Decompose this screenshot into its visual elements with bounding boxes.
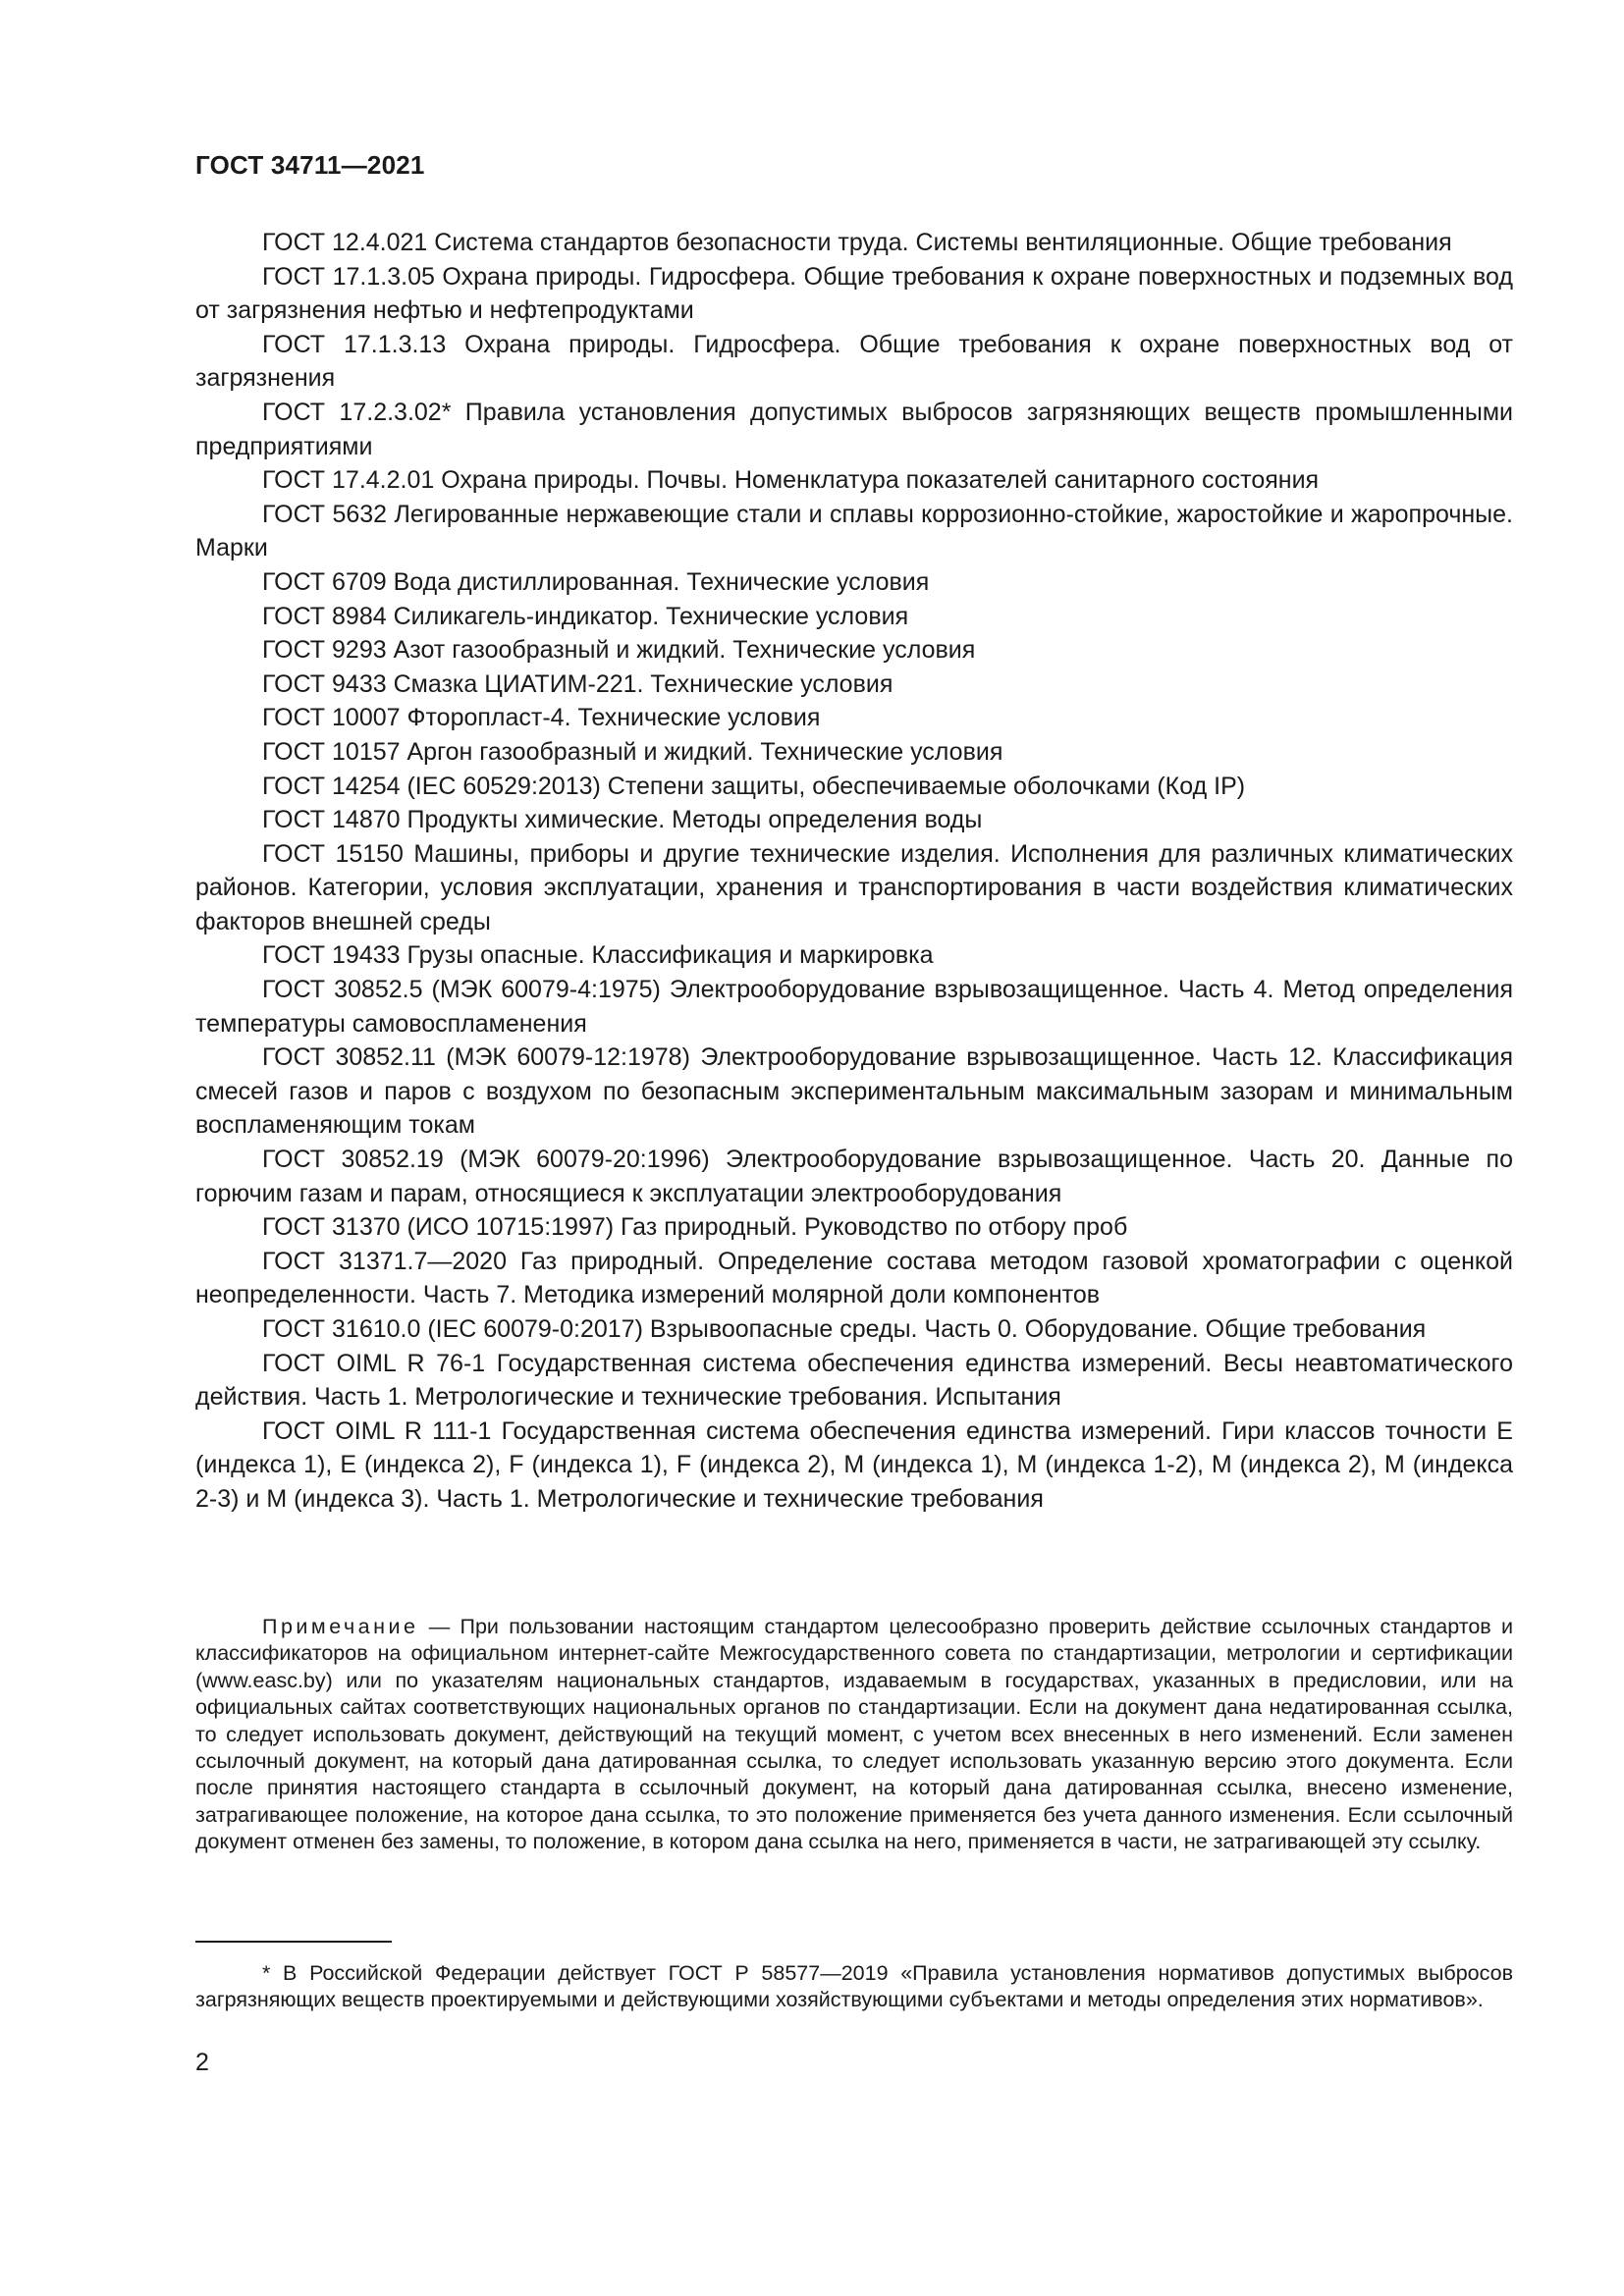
reference-item: ГОСТ 19433 Грузы опасные. Классификация и маркировка	[262, 941, 934, 970]
reference-item: ГОСТ 30852.5 (МЭК 60079-4:1975) Электрооборудование взрывозащищенное. Часть 4. Метод определения температуры самовоспламенения	[195, 976, 1513, 1038]
reference-item: ГОСТ 30852.19 (МЭК 60079-20:1996) Электрооборудование взрывозащищенное. Часть 20. Данные по горючим газам и парам, относящиеся к эксплуатации электрооборудования	[195, 1146, 1513, 1207]
note-label: Примечание	[262, 1615, 419, 1638]
reference-item: ГОСТ 10157 Аргон газообразный и жидкий. Технические условия	[262, 737, 1003, 766]
reference-item: ГОСТ 14254 (IEC 60529:2013) Степени защиты, обеспечиваемые оболочками (Код IP)	[262, 772, 1246, 800]
note-block	[195, 1614, 1513, 1856]
reference-item: ГОСТ 9433 Смазка ЦИАТИМ-221. Технические условия	[262, 669, 893, 698]
reference-item: ГОСТ OIML R 76-1 Государственная система обеспечения единства измерений. Весы неавтоматического действия. Часть 1. Метрологические и технические требования. Испытания	[195, 1349, 1513, 1412]
page-number: 2	[195, 2049, 209, 2076]
reference-item: ГОСТ 31370 (ИСО 10715:1997) Газ природный. Руководство по отбору проб	[262, 1213, 1128, 1242]
page-header-standard-number: ГОСТ 34711—2021	[195, 150, 425, 180]
reference-item: ГОСТ 8984 Силикагель-индикатор. Технические условия	[262, 602, 909, 630]
reference-item: ГОСТ OIML R 111-1 Государственная система обеспечения единства измерений. Гири классов точности E (индекса 1), E (индекса 2), F (индекса 1), F (индекса 2), M (индекса 1), M (индекса 1-2), M (индекса 2), M (индекса 2-3) и M (индекса 3). Часть 1. Метрологические и технические требования	[195, 1416, 1513, 1513]
normative-references-list	[195, 226, 1513, 1517]
note-paragraph	[195, 1614, 1513, 1856]
reference-item: ГОСТ 17.4.2.01 Охрана природы. Почвы. Номенклатура показателей санитарного состояния	[262, 466, 1320, 495]
reference-item: ГОСТ 5632 Легированные нержавеющие стали и сплавы коррозионно-стойкие, жаростойкие и жаропрочные. Марки	[195, 500, 1513, 562]
reference-item: ГОСТ 31371.7—2020 Газ природный. Определение состава методом газовой хроматографии с оценкой неопределенности. Часть 7. Методика измерений молярной доли компонентов	[195, 1247, 1513, 1309]
reference-item: ГОСТ 17.1.3.05 Охрана природы. Гидросфера. Общие требования к охране поверхностных и подземных вод от загрязнения нефтью и нефтепродуктами	[195, 262, 1513, 325]
reference-item: ГОСТ 17.2.3.02* Правила установления допустимых выбросов загрязняющих веществ промышленными предприятиями	[195, 398, 1513, 460]
reference-item: ГОСТ 6709 Вода дистиллированная. Технические условия	[262, 567, 930, 596]
note-text: — При пользовании настоящим стандартом целесообразно проверить действие ссылочных стандартов и классификаторов на официальном интернет-сайте Межгосударственного совета по стандартизации, метрологии и сертификации (www.easc.by) или по указателям национальных стандартов, издаваемым в государствах, указанных в предисловии, или на официальных сайтах соответствующих национальных органов по стандартизации. Если на документ дана недатированная ссылка, то следует использовать документ, действующий на текущий момент, с учетом всех внесенных в него изменений. Если заменен ссылочный документ, на который дана датированная ссылка, то следует использовать указанную версию этого документа. Если после принятия настоящего стандарта в ссылочный документ, на который дана датированная ссылка, внесено изменение, затрагивающее положение, на которое дана ссылка, то это положение применяется без учета данного изменения. Если ссылочный документ отменен без замены, то положение, в котором дана ссылка на него, применяется в части, не затрагивающей эту ссылку.	[195, 1615, 1513, 1854]
reference-item: ГОСТ 15150 Машины, приборы и другие технические изделия. Исполнения для различных климатических районов. Категории, условия эксплуатации, хранения и транспортирования в части воздействия климатических факторов внешней среды	[195, 839, 1513, 935]
reference-item: ГОСТ 10007 Фторопласт-4. Технические условия	[262, 704, 821, 732]
reference-item: ГОСТ 12.4.021 Система стандартов безопасности труда. Системы вентиляционные. Общие требования	[262, 229, 1452, 256]
footnote-separator	[195, 1941, 392, 1943]
reference-item: ГОСТ 17.1.3.13 Охрана природы. Гидросфера. Общие требования к охране поверхностных вод от загрязнения	[195, 330, 1513, 393]
reference-item: ГОСТ 30852.11 (МЭК 60079-12:1978) Электрооборудование взрывозащищенное. Часть 12. Классификация смесей газов и паров с воздухом по безопасным экспериментальным максимальным зазорам и минимальным воспламеняющим токам	[195, 1043, 1513, 1140]
reference-item: ГОСТ 14870 Продукты химические. Методы определения воды	[262, 806, 983, 834]
footnote-text: * В Российской Федерации действует ГОСТ Р 58577—2019 «Правила установления нормативов допустимых выбросов загрязняющих веществ проектируемыми и действующими хозяйствующими субъектами и методы определения этих нормативов».	[195, 1961, 1513, 2012]
footnote	[195, 1960, 1513, 2014]
reference-item: ГОСТ 31610.0 (IEC 60079-0:2017) Взрывоопасные среды. Часть 0. Оборудование. Общие требования	[262, 1315, 1427, 1343]
reference-item: ГОСТ 9293 Азот газообразный и жидкий. Технические условия	[262, 636, 976, 665]
